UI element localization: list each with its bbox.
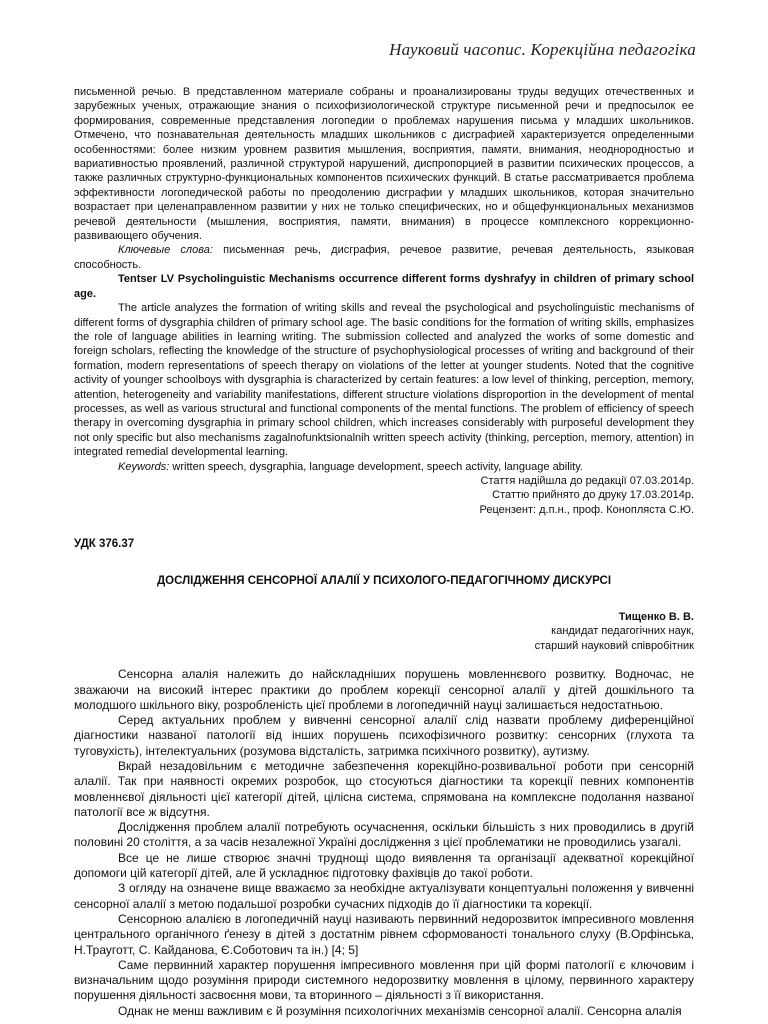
en-keywords-label: Keywords: — [118, 460, 170, 473]
body-paragraph: Дослідження проблем алалії потребують осучаснення, оскільки більшість з них проводились в другій половині 20 століття, а за часів незалежної Україні дослідження з цієї проблематики не проводились узагалі. — [74, 820, 694, 850]
author-degree: кандидат педагогічних наук, — [551, 625, 694, 638]
journal-header: Науковий часопис. Корекційна педагогіка — [389, 40, 696, 59]
en-abstract-text: The article analyzes the formation of writing skills and reveal the psychological and psycholinguistic mechanisms of different forms of dysgraphia children of primary school age. The basic conditions for the formation of writing skills, emphasizes the role of language abilities in learning writing. The submission collected and analyzed the works of some domestic and foreign scholars, reflecting the knowledge of the structure of psychophysiological processes of writing and background of their formation, modern representations of speech therapy on violations of the letter at younger students. Noted that the cognitive activity of younger schoolboys with dysgraphia is characterized by certain features: a low level of thinking, perception, memory, attention, heterogeneity and variability manifestations, different structure violations disproportion in the development of mental processes, as well as various structural and functional components of the mental functions. The problem of efficiency of speech therapy in overcoming dysgraphia in primary school children, which increases considerably with purposeful development they not only specific but also mechanisms zagalnofunktsionalnih written speech activity (thinking, perception, memory, attention) in integrated remedial developmental learning. — [74, 302, 694, 459]
body-paragraph: Все це не лише створює значні труднощі щодо виявлення та організації адекватної корекційної допомоги цій категорії дітей, але й ускладнює підготовку фахівців до такої роботи. — [74, 850, 694, 881]
ru-keywords — [74, 243, 694, 272]
ru-abstract-text: письменной речью. В представленном материале собраны и проанализированы труды ведущих отечественных и зарубежных ученых, отражающие знания о психофизиологической структуре письменной речи и предпосылок ее формирования, современные представления логопедии о проблемах нарушения письма у младших школьников. Отмечено, что познавательная деятельность младших школьников с дисграфией характеризуется определенными особенностями: более низким уровнем развития мышления, восприятия, памяти, внимания, неоднородностью и вариативностью проявлений, различной структурой нарушений, диспропорцией в развитии психических процессов, а также различных структурно-функциональных компонентов психических функций. В статье рассматривается проблема эффективности логопедической работы по преодолению дисграфии у младших школьников, которая значительно возрастает при целенаправленном развитии у них не только специфических, но и общефункциональных механизмов речевой деятельности (мышления, восприятия, памяти, внимания) в процессе комплексного коррекционно-развивающего обучения. — [74, 86, 694, 243]
body-paragraph: Серед актуальних проблем у вивченні сенсорної алалії слід назвати проблему диференційної діагностики названої патології від інших порушень психофізичного розвитку: сенсорних (глухота та туговухість), інтелектуальних (розумова відсталість, затримка психічного розвитку), аутизму. — [74, 713, 694, 758]
accepted-date: Статтю прийнято до друку 17.03.2014р. — [492, 489, 694, 502]
author-position: старший науковий співробітник — [534, 639, 694, 652]
ru-keywords-list: письменная речь, дисграфия, речевое развитие, речевая деятельность, языковая способность. — [74, 244, 694, 271]
body-paragraph: Саме первинний характер порушення імпресивного мовлення при цій формі патології є ключовим і визначальним щодо розуміння природи системного недорозвитку мовлення в цілому, первинного характеру порушення діяльності засвоєння мови, та вторинного – діяльності з її використання. — [74, 957, 694, 1003]
en-keywords — [74, 460, 694, 474]
author-name: Тищенко В. В. — [618, 611, 694, 623]
article-title: ДОСЛІДЖЕННЯ СЕНСОРНОЇ АЛАЛІЇ У ПСИХОЛОГО-ПЕДАГОГІЧНОМУ ДИСКУРСІ — [156, 574, 612, 587]
udk-code: УДК 376.37 — [74, 538, 135, 551]
article-body — [74, 667, 694, 1019]
body-paragraph: Однак не менш важливим є й розуміння психологічних механізмів сенсорної алалії. Сенсорна алалія — [118, 1003, 682, 1018]
body-paragraph: З огляду на означене вище вважаємо за необхідне актуалізувати концептуальні положення у вивченні сенсорної алалії з метою подальшої розробки сучасних підходів до її діагностики та корекції. — [74, 881, 694, 911]
en-abstract-title: Tentser LV Psycholinguistic Mechanisms occurrence different forms dyshrafyy in children of primary school age. — [74, 273, 694, 300]
page-content — [74, 85, 694, 1019]
body-paragraph: Вкрай незадовільним є методичне забезпечення корекційно-розвивальної роботи при сенсорній алалії. Так при наявності окремих розробок, що стосуються діагностики та корекції певних компонентів мовленнєвої діяльності цієї категорії дітей, цілісна система, спрямована на комплексне подолання названої патології все ж відсутня. — [74, 759, 694, 819]
body-paragraph: Сенсорною алалією в логопедичній науці називають первинний недорозвиток імпресивного мовлення центрального органічного ґенезу в дітей з достатнім рівнем сформованості тонального слуху (В.Орфінська, Н.Трауготт, С. Кайданова, Є.Соботович та ін.) [4; 5] — [74, 911, 694, 957]
en-keywords-list: written speech, dysgraphia, language development, speech activity, language ability. — [169, 460, 583, 473]
body-paragraph: Сенсорна алалія належить до найскладніших порушень мовленнєвого розвитку. Водночас, не зважаючи на високий інтерес практики до проблем корекції сенсорної алалії у дітей дошкільного та молодшого шкільного віку, розробленість цієї проблеми в логопедичній науці залишається недостатньою. — [74, 667, 694, 712]
reviewer: Рецензент: д.п.н., проф. Конопляста С.Ю. — [479, 503, 694, 516]
ru-keywords-label: Ключевые слова: — [118, 244, 213, 257]
received-date: Стаття надійшла до редакції 07.03.2014р. — [480, 474, 694, 487]
